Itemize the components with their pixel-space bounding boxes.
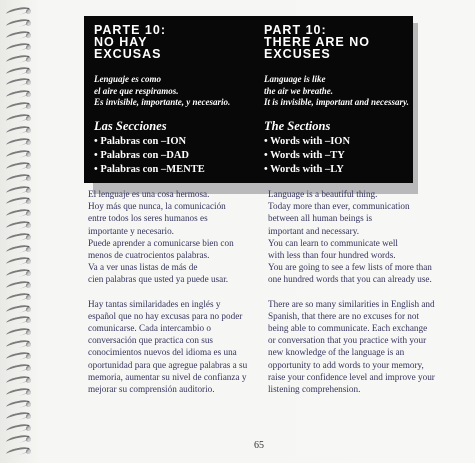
paragraph-gap xyxy=(88,286,258,298)
text-line: Puede aprender a comunicarse bien con xyxy=(88,237,234,248)
english-header-column xyxy=(264,16,414,177)
spiral-coil xyxy=(6,42,32,52)
spiral-coil xyxy=(6,375,32,385)
spiral-binding xyxy=(0,6,40,458)
text-line: El lenguaje es una cosa hermosa. xyxy=(88,189,210,199)
text-line: You are going to see a few lists of more than xyxy=(268,262,432,273)
english-quote xyxy=(264,74,414,109)
spiral-coil xyxy=(6,149,32,159)
text-line: being able to communicate. Each exchange xyxy=(268,323,428,334)
english-body-text xyxy=(268,188,448,395)
spanish-part-title xyxy=(94,24,252,60)
spiral-coil xyxy=(6,101,32,111)
spiral-coil xyxy=(6,173,32,183)
english-section-item: • Words with –TY xyxy=(264,149,414,163)
spiral-coil xyxy=(6,125,32,135)
text-line: or conversation that you practice with your xyxy=(268,335,427,346)
spiral-coil xyxy=(6,54,32,64)
spanish-quote-line: el aire que respiramos. xyxy=(94,85,179,96)
spanish-header-column xyxy=(94,16,252,177)
text-line: conversación que practica con sus xyxy=(88,335,214,346)
text-line: with less than four hundred words. xyxy=(268,250,396,261)
english-quote-line: the air we breathe. xyxy=(264,85,333,96)
text-line: Today more than ever, communication xyxy=(268,201,410,212)
text-line: listening comprehension. xyxy=(268,384,361,395)
spiral-coil xyxy=(6,423,32,433)
paragraph-gap xyxy=(268,286,448,298)
english-title-line: PART 10: xyxy=(264,23,327,37)
text-line: importante y necesario. xyxy=(88,225,174,236)
spiral-coil xyxy=(6,292,32,302)
english-quote-line: Language is like xyxy=(264,74,326,84)
text-line: entre todos los seres humanos es xyxy=(88,213,208,224)
text-line: mejorar su comprensión auditorio. xyxy=(88,384,215,395)
spiral-coil xyxy=(6,66,32,76)
text-line: Language is a beautiful thing. xyxy=(268,189,378,199)
spanish-paragraph-2 xyxy=(88,298,258,396)
spiral-coil xyxy=(6,434,32,444)
text-line: new knowledge of the language is an xyxy=(268,347,405,358)
text-line: between all human beings is xyxy=(268,213,373,224)
spiral-coil xyxy=(6,113,32,123)
text-line: Spanish, that there are no excuses for not xyxy=(268,310,420,321)
spiral-coil xyxy=(6,18,32,28)
spiral-coil xyxy=(6,268,32,278)
page-number: 65 xyxy=(254,440,264,451)
text-line: Hay tantas similaridades en inglés y xyxy=(88,298,221,309)
spanish-paragraph-1 xyxy=(88,188,258,286)
text-line: Hoy más que nunca, la comunicación xyxy=(88,201,226,212)
spiral-coil xyxy=(6,411,32,421)
english-section-item: • Words with –ION xyxy=(264,135,414,149)
spiral-coil xyxy=(6,339,32,349)
text-line: conocimientos nuevos del idioma es una xyxy=(88,347,237,358)
text-line: You can learn to communicate well xyxy=(268,237,398,248)
spiral-coil xyxy=(6,363,32,373)
text-line: There are so many similarities in English and xyxy=(268,298,435,309)
spanish-quote-line: Es invisible, importante, y necesario. xyxy=(94,97,231,107)
spanish-section-item: • Palabras con –MENTE xyxy=(94,163,252,177)
spiral-coil xyxy=(6,244,32,254)
english-sections-list xyxy=(264,135,414,177)
text-line: oportunidad para que agregue palabras a su xyxy=(88,359,248,370)
text-line: Va a ver unas listas de más de xyxy=(88,262,198,273)
spanish-quote-line: Lenguaje es como xyxy=(94,74,161,84)
spiral-coil xyxy=(6,304,32,314)
spiral-coil xyxy=(6,161,32,171)
text-line: one hundred words that you can already use. xyxy=(268,274,432,285)
spanish-section-item: • Palabras con –DAD xyxy=(94,149,252,163)
spiral-coil xyxy=(6,89,32,99)
spanish-sections-title: Las Secciones xyxy=(94,118,167,133)
text-line: español que no hay excusas para no poder xyxy=(88,310,243,321)
text-line: memoria, aumentar su nivel de confianza y xyxy=(88,371,247,382)
spanish-title-line: PARTE 10: xyxy=(94,23,166,37)
spiral-coil xyxy=(6,232,32,242)
spiral-coil xyxy=(6,280,32,290)
spanish-title-line: NO HAY xyxy=(94,35,148,49)
spiral-coil xyxy=(6,208,32,218)
spiral-coil xyxy=(6,137,32,147)
text-line: opportunity to add words to your memory, xyxy=(268,359,424,370)
spanish-quote xyxy=(94,74,252,109)
english-part-title xyxy=(264,24,414,60)
spiral-coil xyxy=(6,30,32,40)
english-title-line: THERE ARE NO xyxy=(264,35,370,49)
english-title-line: EXCUSES xyxy=(264,47,331,61)
spiral-coil xyxy=(6,327,32,337)
english-sections-title: The Sections xyxy=(264,118,331,133)
spiral-coil xyxy=(6,315,32,325)
spiral-coil xyxy=(6,185,32,195)
spiral-coil xyxy=(6,256,32,266)
text-line: menos de cuatrocientos palabras. xyxy=(88,250,210,261)
english-section-item: • Words with –LY xyxy=(264,163,414,177)
english-paragraph-1 xyxy=(268,188,448,286)
spiral-coil xyxy=(6,399,32,409)
spiral-coil xyxy=(6,77,32,87)
header-box xyxy=(84,16,413,183)
spiral-coil xyxy=(6,387,32,397)
spiral-coil xyxy=(6,196,32,206)
spanish-body-text xyxy=(88,188,258,395)
text-line: comunicarse. Cada intercambio o xyxy=(88,323,211,334)
spiral-coil xyxy=(6,351,32,361)
spanish-title-line: EXCUSAS xyxy=(94,47,162,61)
text-line: important and necessary. xyxy=(268,225,359,236)
spanish-sections-list xyxy=(94,135,252,177)
spanish-section-item: • Palabras con –ION xyxy=(94,135,252,149)
spiral-coil xyxy=(6,220,32,230)
spiral-coil xyxy=(6,446,32,456)
spiral-coil xyxy=(6,6,32,16)
english-quote-line: It is invisible, important and necessary. xyxy=(264,97,409,107)
text-line: raise your confidence level and improve your xyxy=(268,371,435,382)
english-paragraph-2 xyxy=(268,298,448,396)
text-line: cien palabras que usted ya puede usar. xyxy=(88,274,229,285)
